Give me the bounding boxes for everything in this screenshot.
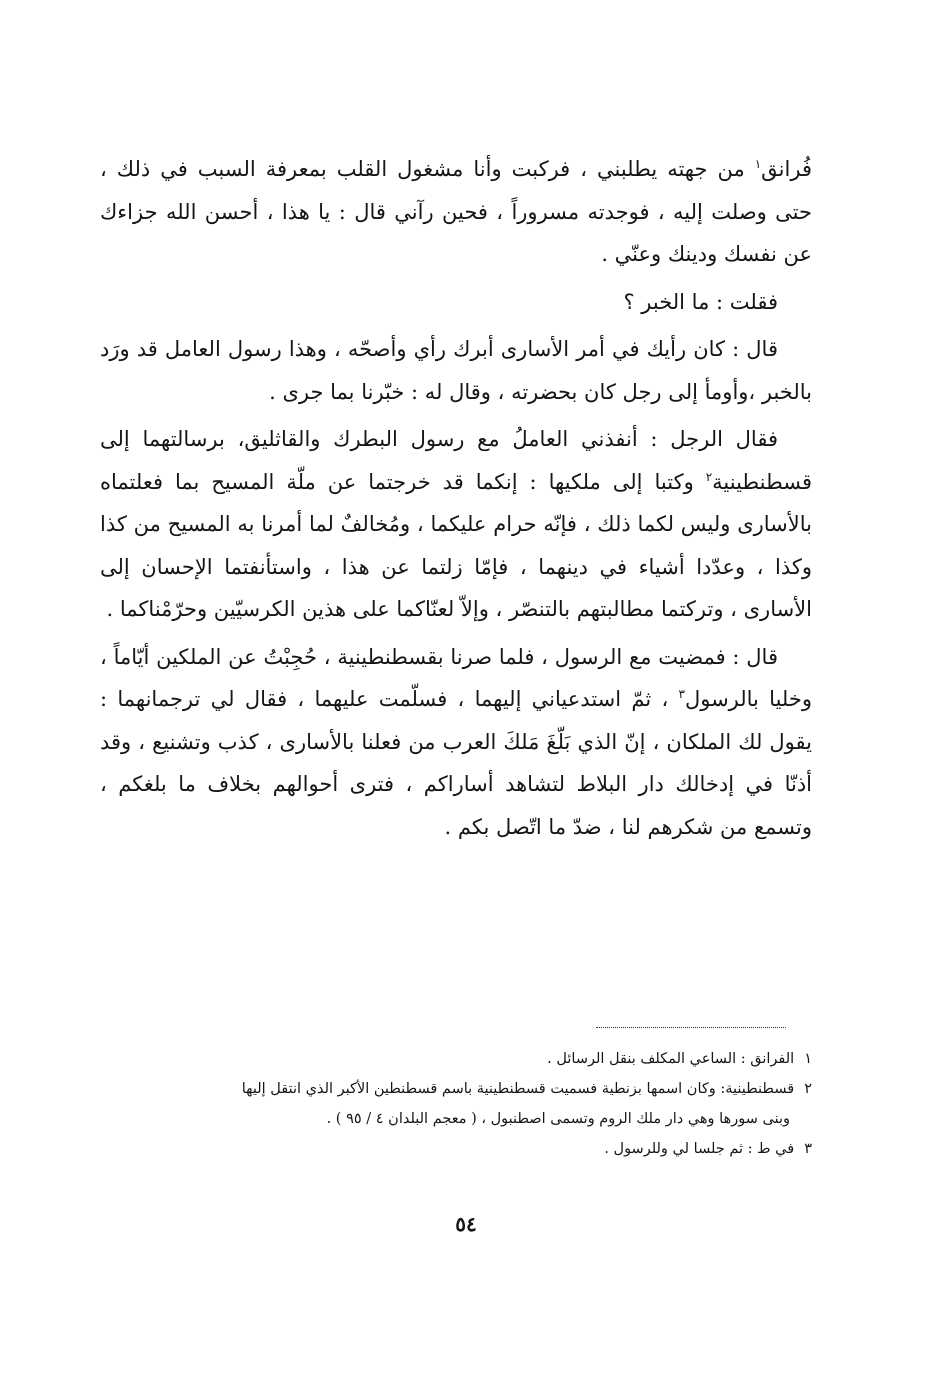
footnote-text: الفرانق : الساعي المكلف بنقل الرسائل . <box>547 1051 795 1067</box>
paragraph-5-part-b: ، ثمّ استدعياني إليهما ، فسلّمت عليهما ، فقال لي ترجمانهما : يقول لك الملكان ، إنّ الذي بَلّغَ مَلكَ العرب من فعلنا بالأسارى ، كذب وتشنيع ، وقد أذنّا في إدخالك دار البلاط لتشاهد أساراكم ، فترى أحوالهم بخلاف ما بلغكم ، وتسمع من شكرهم لنا ، ضدّ ما اتّصل بكم . <box>100 687 812 839</box>
footnote-ref-3[interactable]: ٣ <box>678 687 685 701</box>
page-number: ٥٤ <box>455 1212 477 1236</box>
paragraph-3: قال : كان رأيك في أمر الأسارى أبرك رأي وأصحّه ، وهذا رسول العامل قد ورَد بالخبر ،وأومأ إلى رجل كان بحضرته ، وقال له : خبّرنا بما جرى . <box>100 337 812 404</box>
footnote-2-continuation: وبنى سورها وهي دار ملك الروم وتسمى اصطنبول ، ( معجم البلدان ٤ / ٩٥ ) . <box>326 1111 790 1127</box>
main-text <box>100 148 812 853</box>
footnote-2 <box>100 1074 812 1104</box>
footnote-number: ٣ <box>804 1141 812 1157</box>
footnote-ref-1[interactable]: ١ <box>754 157 762 171</box>
paragraph-5 <box>100 636 812 849</box>
paragraph-5-part-a: قال : فمضيت مع الرسول ، فلما صرنا بقسطنطينية ، حُجِبْتُ عن الملكين أيّاماً ، وخليا بالرسول <box>100 644 812 711</box>
paragraph-4-part-a: فقال الرجل : أنفذني العاملُ مع رسول البطرك والقاثليق، برسالتهما إلى قسطنطينية <box>100 427 812 494</box>
footnote-number: ٢ <box>804 1081 812 1097</box>
paragraph-1-part-a: فُرانق <box>761 157 812 181</box>
footnote-3 <box>100 1134 812 1164</box>
footnote-ref-2[interactable]: ٢ <box>705 469 713 484</box>
footnotes <box>100 1044 812 1164</box>
paragraph-2: فقلت : ما الخبر ؟ <box>623 289 778 314</box>
paragraph-1-part-b: من جهته يطلبني ، فركبت وأنا مشغول القلب بمعرفة السبب في ذلك ، حتى وصلت إليه ، فوجدته مسروراً ، فحين رآني قال : يا هذا ، أحسن الله جزاءك عن نفسك ودينك وعنّي . <box>100 157 812 266</box>
footnote-text: في ط : ثم جلسا لي وللرسول . <box>604 1141 795 1157</box>
footnote-separator <box>596 1027 786 1028</box>
paragraph-1 <box>100 148 812 276</box>
paragraph-4-part-b: وكتبا إلى ملكيها : إنكما قد خرجتما عن ملّة المسيح بما فعلتماه بالأسارى وليس لكما ذلك ، فإنّه حرام عليكما ، ومُخالفٌ لما أمرنا به المسيح من كذا وكذا ، وعدّدا أشياء في دينهما ، فإمّا زلتما عن هذا ، واستأنفتما الإحسان إلى الأسارى ، وتركتما مطالبتهم بالتنصّر ، وإلاّ لعنّاكما على هذين الكرسيّين وحرّمْناكما . <box>100 469 812 621</box>
footnote-1 <box>100 1044 812 1074</box>
paragraph-4 <box>100 418 812 631</box>
footnote-number: ١ <box>804 1051 812 1067</box>
footnote-text: قسطنطينية: وكان اسمها بزنطية فسميت قسطنطينية باسم قسطنطين الأكبر الذي انتقل إليها <box>241 1081 795 1097</box>
